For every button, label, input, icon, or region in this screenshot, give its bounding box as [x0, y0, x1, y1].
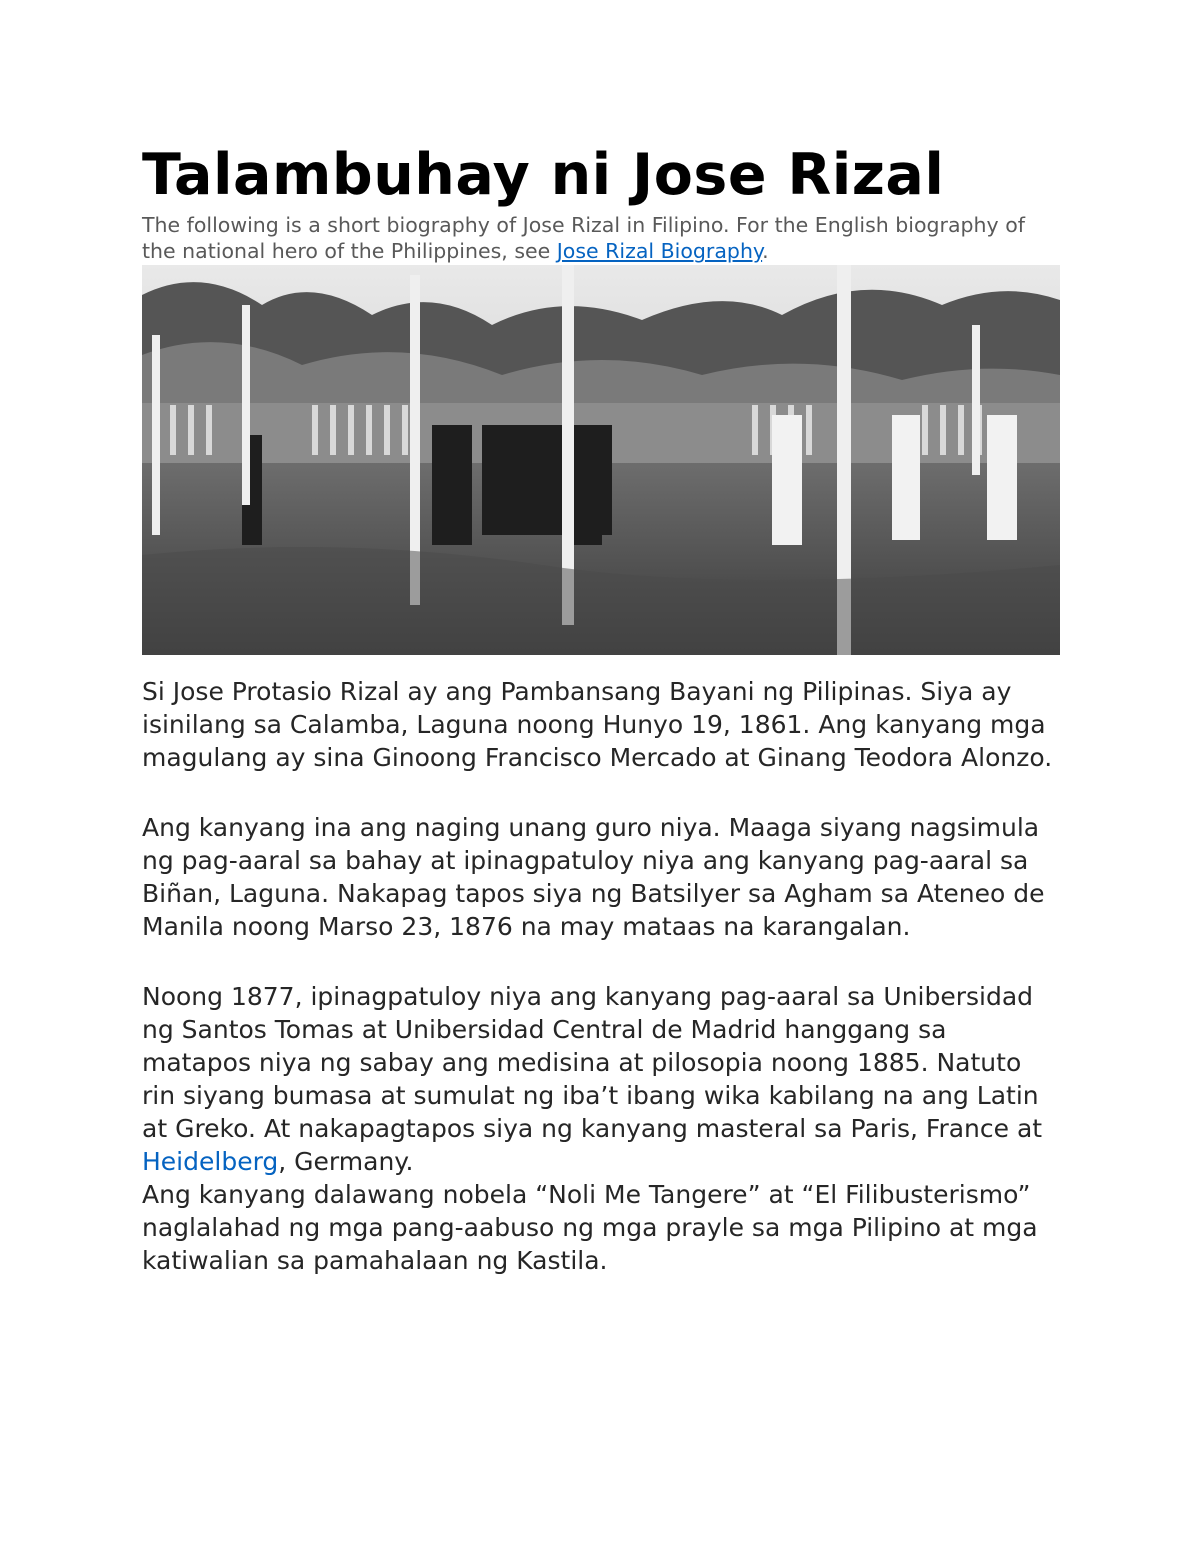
- page-title: Talambuhay ni Jose Rizal: [142, 142, 945, 208]
- document-page: [142, 140, 1060, 1277]
- paragraph-birth: Si Jose Protasio Rizal ay ang Pambansang Bayani ng Pilipinas. Siya ay isinilang sa Calamba, Laguna noong Hunyo 19, 1861. Ang kanyang mga magulang ay sina Ginoong Francisco Mercado at Ginang Teodora Alonzo.: [142, 677, 1053, 772]
- heidelberg-link[interactable]: Heidelberg: [142, 1147, 279, 1176]
- paragraph-university-end: , Germany.: [278, 1147, 414, 1176]
- historical-photo: [142, 265, 1060, 655]
- paragraph-university-text: Noong 1877, ipinagpatuloy niya ang kanyang pag-aaral sa Unibersidad ng Santos Tomas at Unibersidad Central de Madrid hanggang sa matapos niya ng sabay ang medisina at pilosopia noong 1885. Natuto rin siyang bumasa at sumulat ng iba’t ibang wika kabilang na ang Latin at Greko. At nakapagtapos siya ng kanyang masteral sa Paris, France at: [142, 982, 1043, 1143]
- intro-text: The following is a short biography of Jose Rizal in Filipino. For the English biography of the national hero of the Philippines, see: [142, 213, 1025, 263]
- paragraph-university: [142, 980, 1060, 1178]
- intro-text-end: .: [762, 239, 769, 263]
- intro-paragraph: [142, 212, 1060, 264]
- paragraph-novels: Ang kanyang dalawang nobela “Noli Me Tangere” at “El Filibusterismo” naglalahad ng mga pang-aabuso ng mga prayle sa mga Pilipino at mga katiwalian sa pamahalaan ng Kastila.: [142, 1180, 1038, 1275]
- jose-rizal-biography-link[interactable]: Jose Rizal Biography: [556, 239, 763, 263]
- paragraph-education: Ang kanyang ina ang naging unang guro niya. Maaga siyang nagsimula ng pag-aaral sa bahay at ipinagpatuloy niya ang kanyang pag-aaral sa Biñan, Laguna. Nakapag tapos siya ng Batsilyer sa Agham sa Ateneo de Manila noong Marso 23, 1876 na may mataas na karangalan.: [142, 813, 1045, 941]
